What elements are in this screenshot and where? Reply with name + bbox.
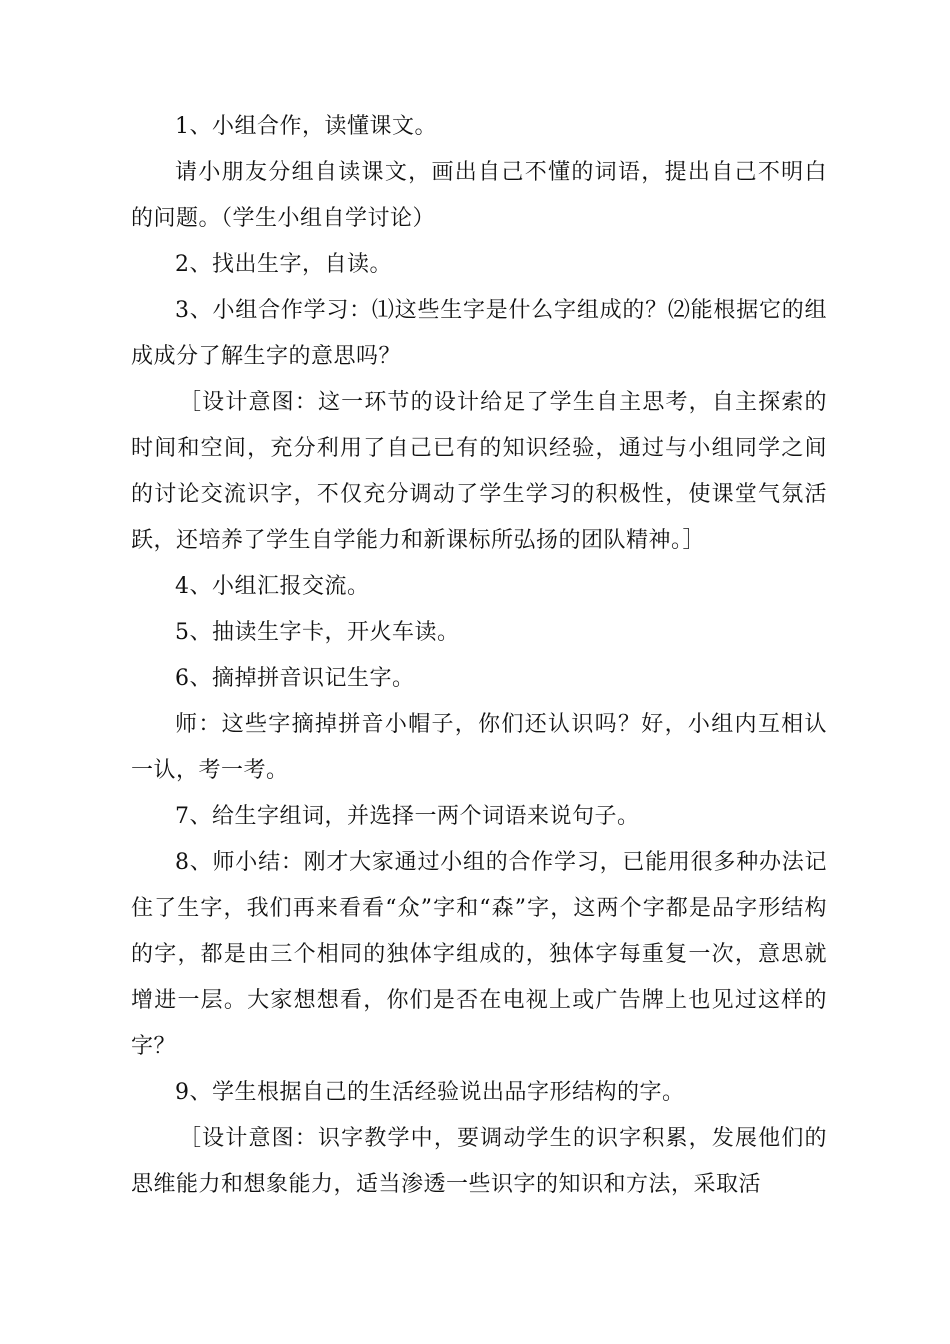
- paragraph-step-3: 3、小组合作学习：⑴这些生字是什么字组成的？⑵能根据它的组成成分了解生字的意思吗？: [131, 298, 827, 369]
- document-page: [131, 104, 827, 1208]
- paragraph-step-1: 1、小组合作，读懂课文。: [175, 114, 437, 139]
- paragraph-step-4: 4、小组汇报交流。: [175, 574, 370, 599]
- paragraph-teacher-prompt: 师：这些字摘掉拼音小帽子，你们还认识吗？好，小组内互相认一认，考一考。: [131, 712, 827, 783]
- paragraph-step-8: 8、师小结：刚才大家通过小组的合作学习，已能用很多种办法记住了生字，我们再来看看“众”字和“森”字，这两个字都是品字形结构的字，都是由三个相同的独体字组成的，独体字每重复一次，意思就增进一层。大家想想看，你们是否在电视上或广告牌上也见过这样的字？: [131, 850, 827, 1059]
- paragraph-step-2: 2、找出生字，自读。: [175, 252, 392, 277]
- paragraph-design-intent-2: ［设计意图：识字教学中，要调动学生的识字积累，发展他们的思维能力和想象能力，适当渗透一些识字的知识和方法，采取活: [131, 1126, 827, 1197]
- paragraph-step-5: 5、抽读生字卡，开火车读。: [175, 620, 460, 645]
- paragraph-step-6: 6、摘掉拼音识记生字。: [175, 666, 415, 691]
- paragraph-step-7: 7、给生字组词，并选择一两个词语来说句子。: [175, 804, 640, 829]
- paragraph-step-9: 9、学生根据自己的生活经验说出品字形结构的字。: [175, 1080, 685, 1105]
- paragraph-instruction: 请小朋友分组自读课文，画出自己不懂的词语，提出自己不明白的问题。（学生小组自学讨论）: [131, 160, 827, 231]
- paragraph-design-intent-1: ［设计意图：这一环节的设计给足了学生自主思考，自主探索的时间和空间，充分利用了自己已有的知识经验，通过与小组同学之间的讨论交流识字，不仅充分调动了学生学习的积极性，使课堂气氛活跃，还培养了学生自学能力和新课标所弘扬的团队精神。］: [131, 390, 827, 553]
